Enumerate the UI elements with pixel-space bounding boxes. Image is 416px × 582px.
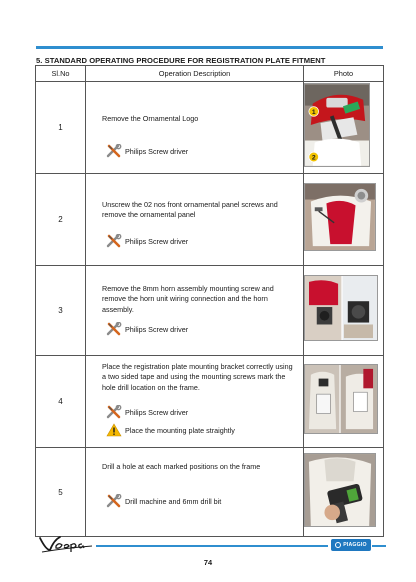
vespa-logo [38, 534, 94, 554]
header-rule [36, 46, 383, 49]
row-4-operation: Place the registration plate mounting bracket correctly using a two sided tape and using the mounting screws mark the hole drill location on the frame. [102, 362, 293, 392]
table-row [36, 174, 384, 266]
screwdriver-spanner-icon [106, 494, 122, 508]
row-4-warning [106, 423, 297, 437]
row-4-tool [106, 405, 297, 419]
row-1-tool [106, 144, 297, 158]
row-4-description [86, 356, 304, 448]
badge-2-label: 2 [311, 154, 316, 162]
row-4-sl-no: 4 [36, 356, 86, 448]
row-3-sl-no: 3 [36, 266, 86, 356]
section-title: 5. STANDARD OPERATING PROCEDURE FOR REGISTRATION PLATE FITMENT [36, 56, 326, 65]
row-4-tool-text: Philips Screw driver [125, 407, 189, 417]
row-1-photo-cell [304, 82, 384, 174]
row-2-description [86, 174, 304, 266]
row-5-photo-cell [304, 448, 384, 537]
page-number: 74 [203, 558, 213, 567]
row-2-tool-text: Philips Screw driver [125, 236, 189, 246]
row-3-tool-text: Philips Screw driver [125, 324, 189, 334]
row-4-photo [304, 364, 378, 434]
table-row [36, 82, 384, 174]
row-3-photo-cell [304, 266, 384, 356]
sop-table [35, 65, 384, 537]
row-3-description [86, 266, 304, 356]
badge-1-label: 1 [311, 108, 316, 116]
table-row [36, 356, 384, 448]
piaggio-logo-icon [335, 542, 341, 548]
header-operation-description: Operation Description [86, 66, 304, 82]
warning-icon [106, 423, 122, 437]
row-5-description [86, 448, 304, 537]
row-5-tool [106, 494, 297, 508]
piaggio-badge-text: PIAGGIO [343, 542, 367, 548]
header-photo: Photo [304, 66, 384, 82]
row-2-photo-cell [304, 174, 384, 266]
table-header-row [36, 66, 384, 82]
screwdriver-spanner-icon [106, 405, 122, 419]
screwdriver-spanner-icon [106, 322, 122, 336]
row-1-operation: Remove the Ornamental Logo [102, 114, 199, 123]
header-sl-no: Sl.No [36, 66, 86, 82]
table-row [36, 448, 384, 537]
row-1-description [86, 82, 304, 174]
row-2-sl-no: 2 [36, 174, 86, 266]
row-5-operation: Drill a hole at each marked positions on the frame [102, 462, 261, 471]
table-row [36, 266, 384, 356]
row-3-tool [106, 322, 297, 336]
row-5-tool-text: Drill machine and 6mm drill bit [125, 496, 222, 506]
row-2-operation: Unscrew the 02 nos front ornamental panel screws and remove the ornamental panel [102, 200, 278, 220]
footer-rule-left [96, 545, 328, 547]
row-1-photo [304, 83, 370, 167]
row-2-tool [106, 234, 297, 248]
row-4-warning-text: Place the mounting plate straightly [125, 425, 235, 435]
row-1-tool-text: Philips Screw driver [125, 146, 189, 156]
row-3-operation: Remove the 8mm horn assembly mounting screw and remove the horn unit wiring connection and the horn assembly. [102, 284, 274, 314]
row-2-photo [304, 183, 376, 251]
screwdriver-spanner-icon [106, 144, 122, 158]
row-3-photo [304, 275, 378, 341]
row-4-photo-cell [304, 356, 384, 448]
row-1-sl-no: 1 [36, 82, 86, 174]
row-5-sl-no: 5 [36, 448, 86, 537]
row-5-photo [304, 453, 376, 527]
screwdriver-spanner-icon [106, 234, 122, 248]
piaggio-badge [331, 539, 371, 551]
footer-rule-right [372, 545, 386, 547]
